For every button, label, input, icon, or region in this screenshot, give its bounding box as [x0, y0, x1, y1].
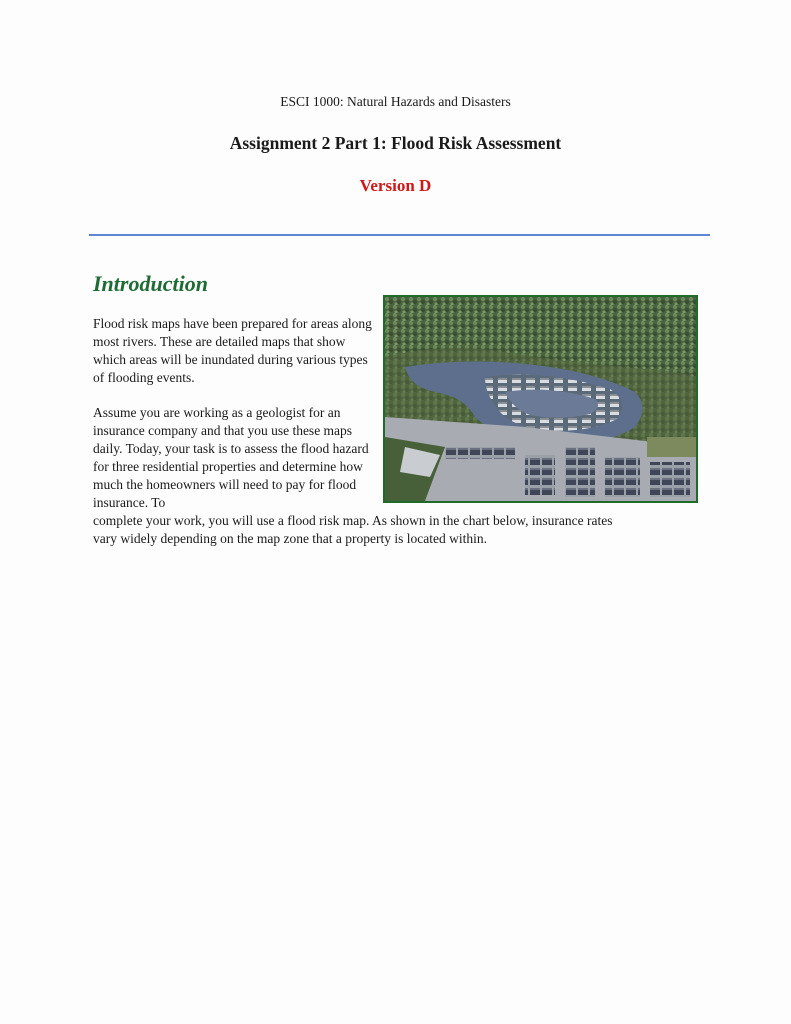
divider: [89, 234, 710, 236]
version-label: Version D: [359, 176, 432, 195]
course-name: ESCI 1000: Natural Hazards and Disasters: [280, 94, 511, 109]
intro-paragraph-1: Flood risk maps have been prepared for areas along most rivers. These are detailed maps that show which areas will be inundated during various types of flooding events.: [93, 316, 372, 385]
intro-paragraph-2-continued: complete your work, you will use a flood risk map. As shown in the chart below, insurance rates: [93, 513, 613, 528]
intro-paragraph-2: Assume you are working as a geologist for an insurance company and that you use these maps daily. Today, your task is to assess the flood hazard for three residential properties and determine how much the homeowners will need to pay for flood insurance. To: [93, 405, 369, 510]
assignment-title: Assignment 2 Part 1: Flood Risk Assessment: [229, 133, 562, 153]
section-heading-introduction: Introduction: [93, 271, 208, 296]
flood-aerial-photo: [383, 295, 698, 503]
intro-paragraph-2-end: vary widely depending on the map zone that a property is located within.: [93, 531, 488, 546]
